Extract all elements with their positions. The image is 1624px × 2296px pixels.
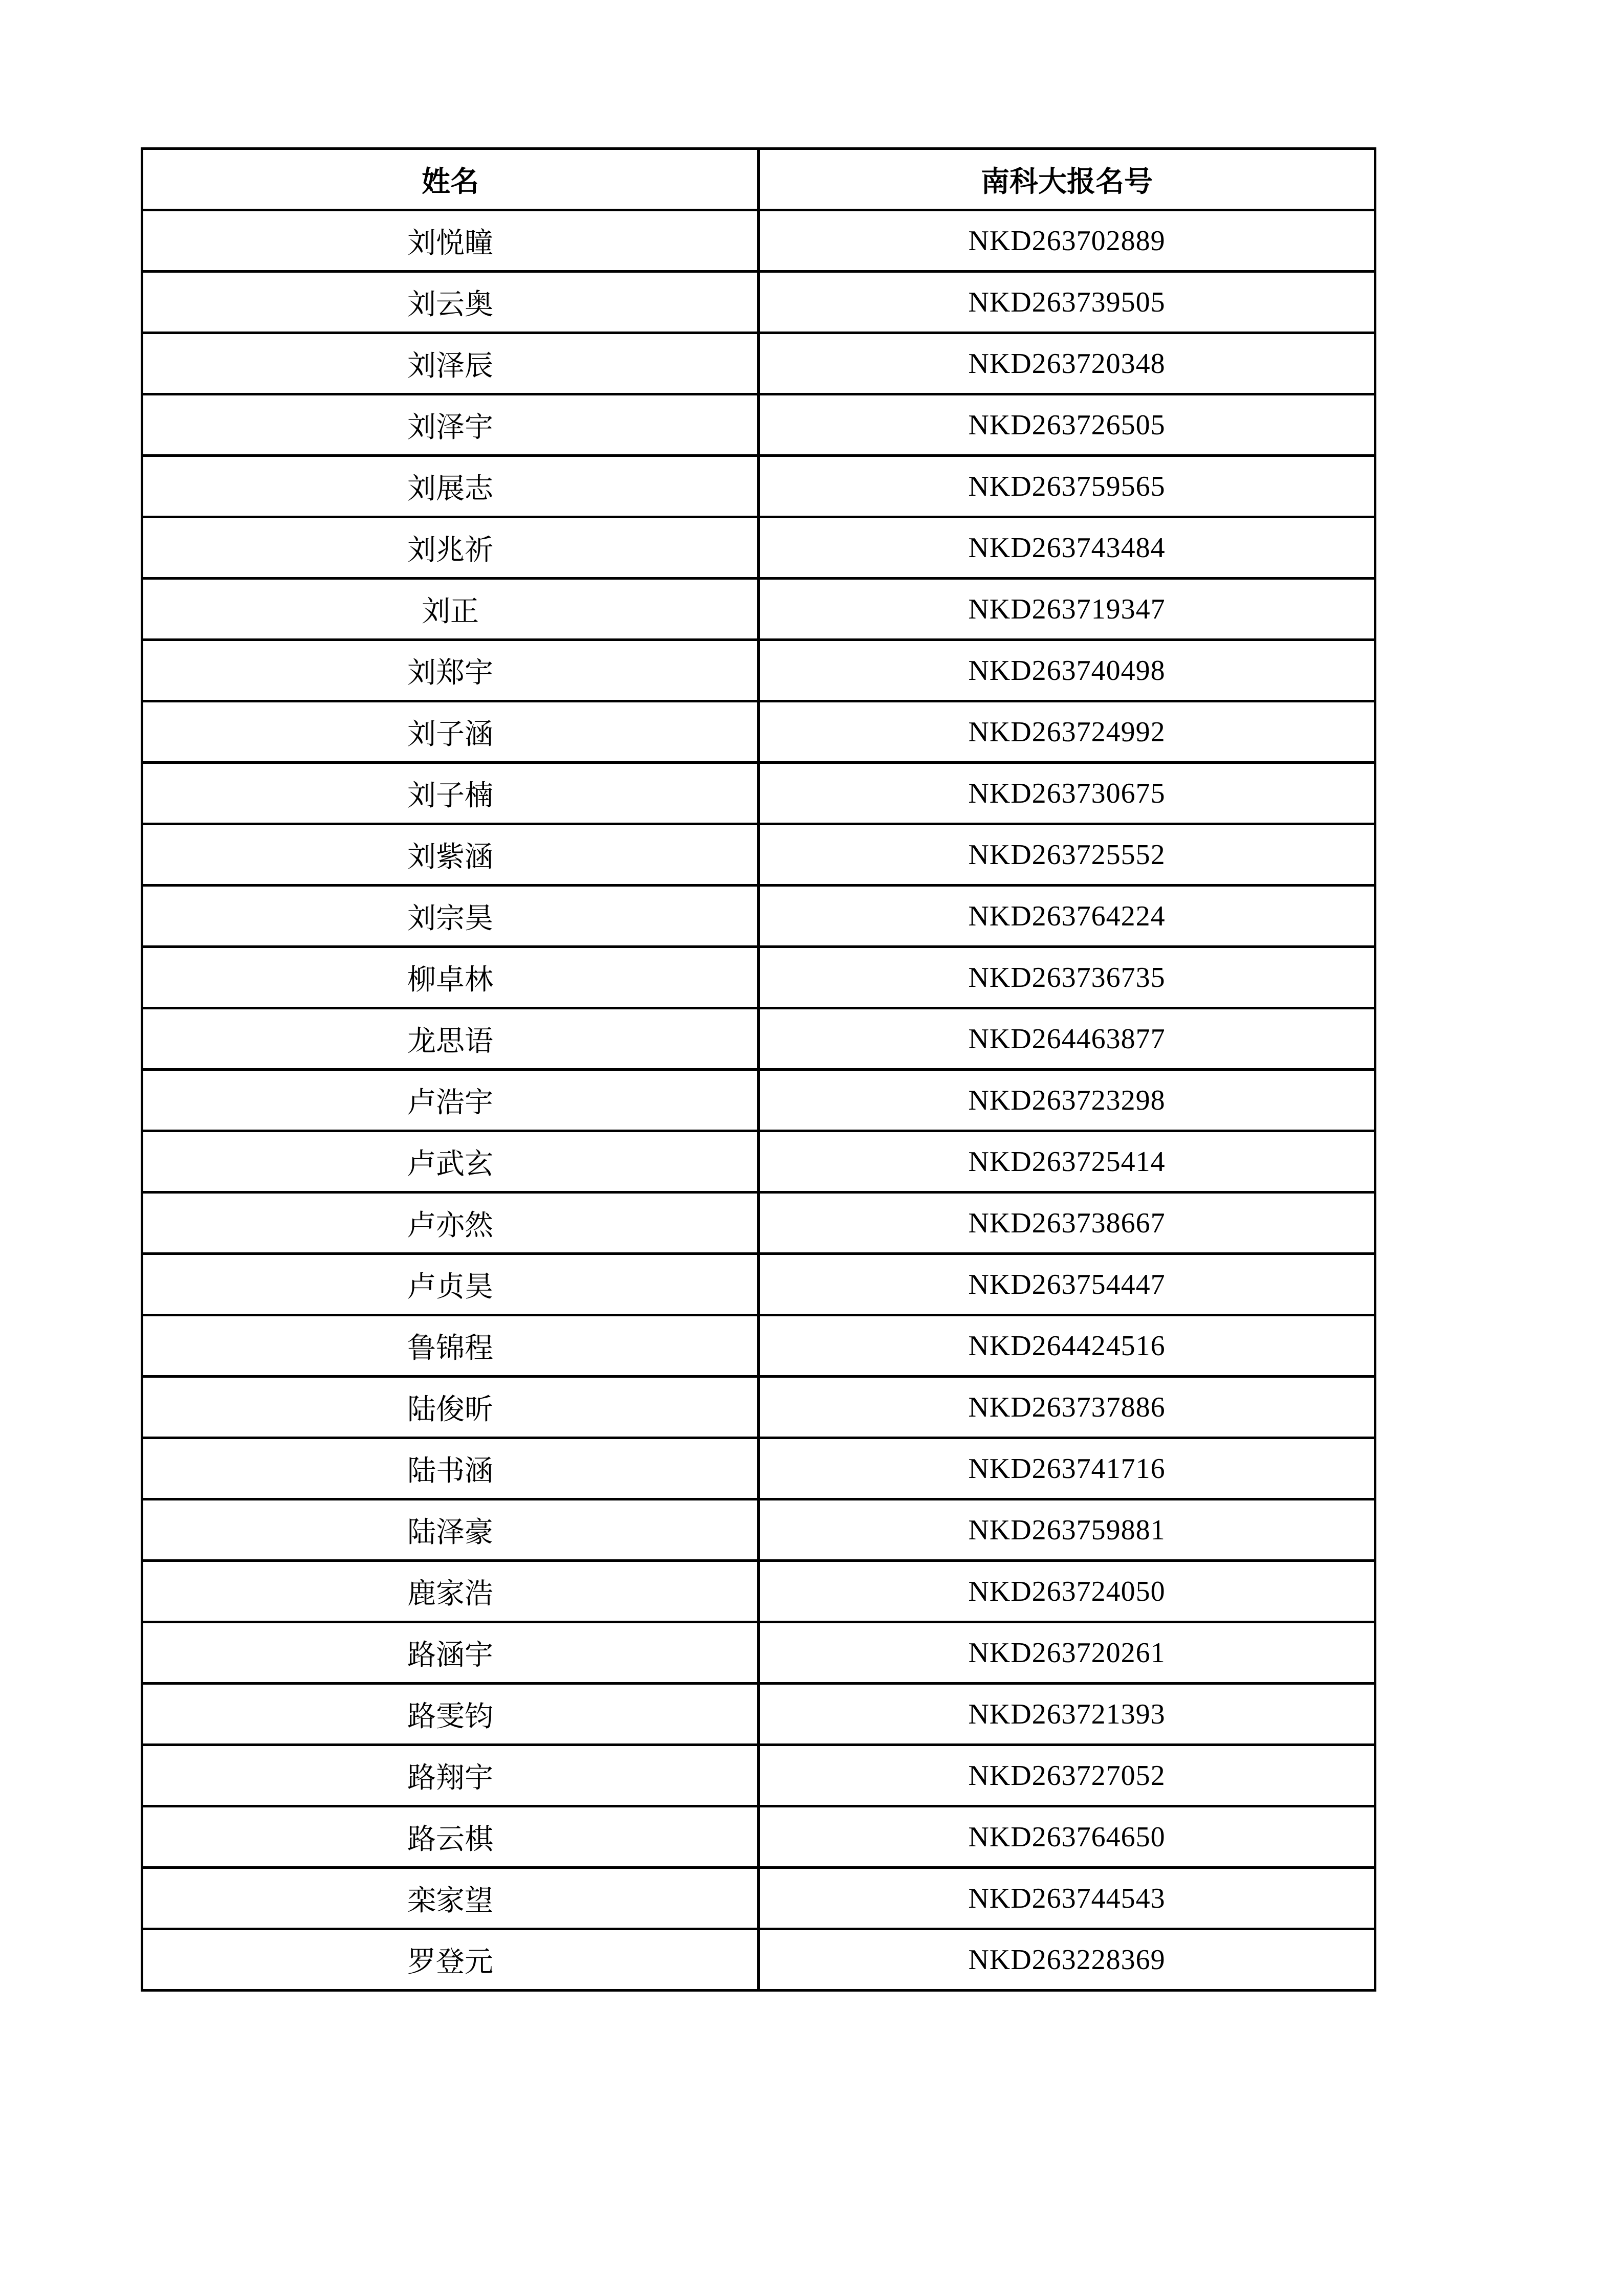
application-id-cell: NKD263730675 xyxy=(759,763,1375,824)
table-row xyxy=(142,1438,1375,1499)
table-row xyxy=(142,886,1375,947)
application-id-cell: NKD263741716 xyxy=(759,1438,1375,1499)
application-id-cell: NKD263759881 xyxy=(759,1499,1375,1561)
application-id-cell: NKD263736735 xyxy=(759,947,1375,1008)
name-cell: 卢亦然 xyxy=(142,1193,759,1254)
name-cell: 鲁锦程 xyxy=(142,1315,759,1377)
application-id-cell: NKD263724992 xyxy=(759,701,1375,763)
table-row xyxy=(142,394,1375,456)
name-cell: 路翔宇 xyxy=(142,1745,759,1806)
application-id-cell: NKD263744543 xyxy=(759,1868,1375,1929)
name-cell: 龙思语 xyxy=(142,1008,759,1070)
table-header xyxy=(142,149,1375,210)
name-cell: 刘悦瞳 xyxy=(142,210,759,272)
table-row xyxy=(142,1868,1375,1929)
table-row xyxy=(142,1929,1375,1991)
name-cell: 罗登元 xyxy=(142,1929,759,1991)
name-cell: 路雯钧 xyxy=(142,1684,759,1745)
name-cell: 陆俊昕 xyxy=(142,1377,759,1438)
applicant-table xyxy=(141,147,1376,1992)
name-cell: 刘正 xyxy=(142,579,759,640)
table-row xyxy=(142,579,1375,640)
application-id-cell: NKD263754447 xyxy=(759,1254,1375,1315)
name-cell: 柳卓林 xyxy=(142,947,759,1008)
application-id-cell: NKD263737886 xyxy=(759,1377,1375,1438)
application-id-cell: NKD263739505 xyxy=(759,272,1375,333)
application-id-cell: NKD263702889 xyxy=(759,210,1375,272)
table-row xyxy=(142,272,1375,333)
header-name: 姓名 xyxy=(142,149,759,210)
table-row xyxy=(142,210,1375,272)
name-cell: 刘兆祈 xyxy=(142,517,759,579)
application-id-cell: NKD264463877 xyxy=(759,1008,1375,1070)
name-cell: 卢贞昊 xyxy=(142,1254,759,1315)
name-cell: 刘泽宇 xyxy=(142,394,759,456)
table-row xyxy=(142,1193,1375,1254)
table-row xyxy=(142,517,1375,579)
table-row xyxy=(142,1008,1375,1070)
name-cell: 路云棋 xyxy=(142,1806,759,1868)
application-id-cell: NKD263726505 xyxy=(759,394,1375,456)
application-id-cell: NKD263738667 xyxy=(759,1193,1375,1254)
application-id-cell: NKD263720348 xyxy=(759,333,1375,394)
table-row xyxy=(142,824,1375,886)
application-id-cell: NKD263720261 xyxy=(759,1622,1375,1684)
table-row xyxy=(142,456,1375,517)
application-id-cell: NKD263727052 xyxy=(759,1745,1375,1806)
application-id-cell: NKD263723298 xyxy=(759,1070,1375,1131)
table-row xyxy=(142,1131,1375,1193)
application-id-cell: NKD263725552 xyxy=(759,824,1375,886)
name-cell: 刘云奥 xyxy=(142,272,759,333)
table-row xyxy=(142,1561,1375,1622)
name-cell: 刘紫涵 xyxy=(142,824,759,886)
application-id-cell: NKD263743484 xyxy=(759,517,1375,579)
name-cell: 鹿家浩 xyxy=(142,1561,759,1622)
name-cell: 刘子涵 xyxy=(142,701,759,763)
application-id-cell: NKD263740498 xyxy=(759,640,1375,701)
application-id-cell: NKD263228369 xyxy=(759,1929,1375,1991)
application-id-cell: NKD263764224 xyxy=(759,886,1375,947)
name-cell: 刘泽辰 xyxy=(142,333,759,394)
application-id-cell: NKD263719347 xyxy=(759,579,1375,640)
name-cell: 陆泽豪 xyxy=(142,1499,759,1561)
table-row xyxy=(142,1806,1375,1868)
table-body xyxy=(142,210,1375,1991)
table-row xyxy=(142,701,1375,763)
name-cell: 卢浩宇 xyxy=(142,1070,759,1131)
table-row xyxy=(142,947,1375,1008)
header-application-id: 南科大报名号 xyxy=(759,149,1375,210)
table-row xyxy=(142,640,1375,701)
table-row xyxy=(142,763,1375,824)
application-id-cell: NKD263764650 xyxy=(759,1806,1375,1868)
table-row xyxy=(142,1070,1375,1131)
table-row xyxy=(142,1315,1375,1377)
table-row xyxy=(142,1684,1375,1745)
name-cell: 栾家望 xyxy=(142,1868,759,1929)
application-id-cell: NKD263725414 xyxy=(759,1131,1375,1193)
name-cell: 刘宗昊 xyxy=(142,886,759,947)
name-cell: 刘子楠 xyxy=(142,763,759,824)
table-row xyxy=(142,1745,1375,1806)
table-row xyxy=(142,333,1375,394)
header-row xyxy=(142,149,1375,210)
application-id-cell: NKD264424516 xyxy=(759,1315,1375,1377)
table-row xyxy=(142,1254,1375,1315)
table-row xyxy=(142,1622,1375,1684)
name-cell: 刘郑宇 xyxy=(142,640,759,701)
table-row xyxy=(142,1377,1375,1438)
name-cell: 路涵宇 xyxy=(142,1622,759,1684)
application-id-cell: NKD263724050 xyxy=(759,1561,1375,1622)
application-id-cell: NKD263759565 xyxy=(759,456,1375,517)
name-cell: 陆书涵 xyxy=(142,1438,759,1499)
name-cell: 卢武玄 xyxy=(142,1131,759,1193)
application-id-cell: NKD263721393 xyxy=(759,1684,1375,1745)
name-cell: 刘展志 xyxy=(142,456,759,517)
table-row xyxy=(142,1499,1375,1561)
